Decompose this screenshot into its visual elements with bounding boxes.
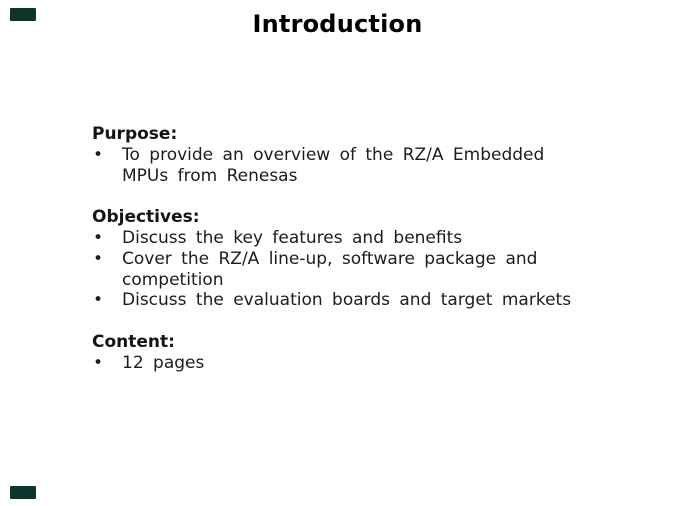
slide-title: Introduction: [252, 10, 423, 38]
section-purpose: [92, 124, 584, 186]
bullet-text: To provide an overview of the RZ/A Embedded MPUs from Renesas: [122, 144, 545, 186]
section-objectives: [92, 207, 584, 311]
bullet-icon: •: [93, 227, 104, 248]
slide-body: [92, 124, 584, 374]
section-heading-content: Content:: [92, 331, 175, 352]
bullet-item: [92, 145, 584, 187]
bullet-icon: •: [93, 352, 104, 373]
section-heading-objectives: Objectives:: [92, 207, 200, 228]
bullet-text: Discuss the evaluation boards and target markets: [122, 290, 572, 311]
bullet-item: [92, 353, 584, 374]
bullet-item: [92, 249, 584, 291]
section-heading-purpose: Purpose:: [92, 124, 178, 144]
purpose-bullet-list: [92, 145, 584, 187]
objectives-bullet-list: [92, 228, 584, 311]
bullet-icon: •: [93, 290, 104, 311]
bullet-item: [92, 290, 584, 311]
bullet-text: Discuss the key features and benefits: [122, 227, 463, 248]
content-bullet-list: [92, 353, 584, 374]
section-content: [92, 332, 584, 374]
bullet-icon: •: [93, 144, 104, 165]
bullet-item: [92, 228, 584, 249]
bullet-text: Cover the RZ/A line-up, software package and competition: [122, 248, 538, 290]
bottom-left-corner-mark: [10, 486, 36, 499]
bullet-icon: •: [93, 248, 104, 269]
bullet-text: 12 pages: [122, 352, 205, 373]
